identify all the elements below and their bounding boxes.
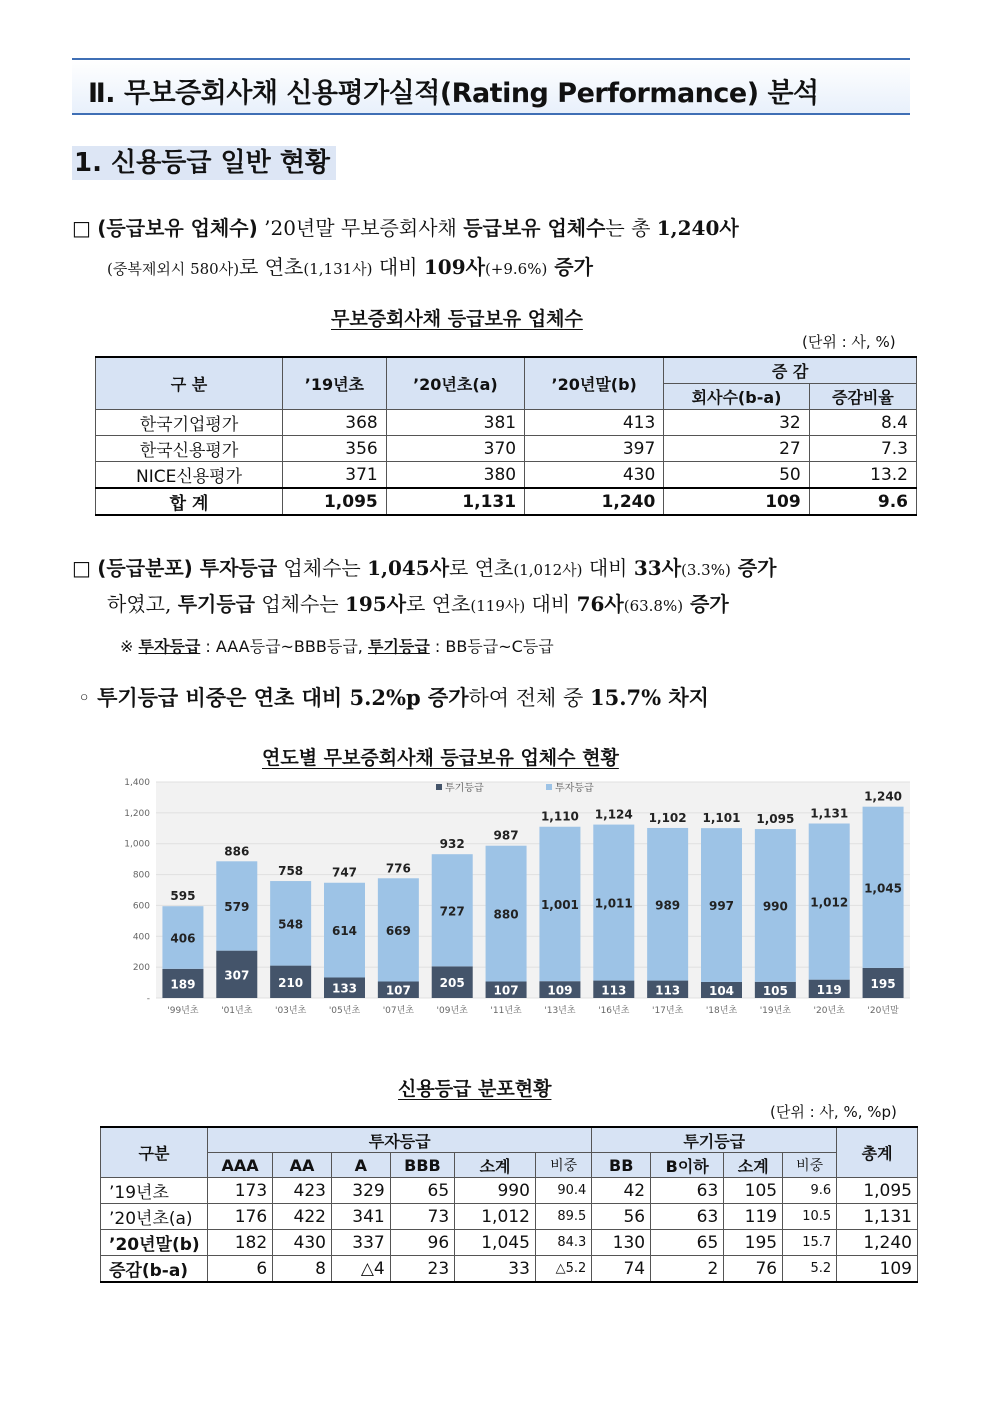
investment-value-label: 1,045	[864, 881, 903, 896]
header-category: 구 분	[96, 357, 283, 410]
speculative-value-label: 107	[493, 983, 519, 998]
table1-unit: (단위 : 사, %)	[802, 333, 896, 351]
x-tick-label: '13년초	[544, 1006, 576, 1016]
section-title: 1. 신용등급 일반 현황	[72, 146, 336, 180]
y-tick-label: -	[146, 994, 150, 1004]
header-20-start: ’20년초(a)	[386, 357, 524, 410]
paragraph-2-line-2: 하였고, 투기등급 업체수는 195사로 연초(119사) 대비 76사(63.8%) 증가	[107, 592, 729, 616]
investment-value-label: 880	[493, 907, 519, 922]
table2-unit: (단위 : 사, %, %p)	[770, 1103, 897, 1121]
y-tick-label: 600	[132, 901, 150, 912]
total-value-label: 1,110	[540, 809, 579, 824]
speculative-value-label: 105	[762, 983, 788, 998]
total-value-label: 776	[385, 861, 411, 876]
x-tick-label: '16년초	[598, 1006, 630, 1016]
speculative-value-label: 133	[331, 981, 358, 996]
chapter-heading-band	[72, 58, 910, 115]
x-tick-label: '01년초	[221, 1006, 253, 1016]
table-row: 한국기업평가 368 381 413 32 8.4	[96, 410, 917, 436]
header-change-count: 회사수(b-a)	[664, 384, 809, 410]
y-tick-label: 1,200	[124, 808, 150, 819]
table-row: 증감(b-a) 6 8 △4 23 33 △5.2 74 2 76 5.2 109	[101, 1256, 918, 1283]
total-value-label: 932	[439, 837, 465, 852]
y-tick-label: 1,000	[124, 839, 150, 850]
speculative-value-label: 104	[708, 983, 735, 998]
x-tick-label: '20년초	[813, 1006, 845, 1016]
speculative-value-label: 107	[385, 983, 411, 998]
x-tick-label: '07년초	[382, 1006, 415, 1016]
total-value-label: 987	[493, 828, 519, 843]
investment-value-label: 406	[170, 931, 196, 946]
table1-title: 무보증회사채 등급보유 업체수	[331, 308, 583, 330]
x-tick-label: '19년초	[759, 1006, 792, 1016]
x-tick-label: '17년초	[651, 1006, 684, 1016]
speculative-value-label: 210	[278, 975, 304, 990]
lead-label: (등급보유 업체수)	[97, 216, 258, 240]
table-row: 한국신용평가 356 370 397 27 7.3	[96, 436, 917, 462]
header-20-end: ’20년말(b)	[525, 357, 664, 410]
speculative-value-label: 195	[870, 976, 896, 991]
table-row: ’20년초(a) 176 422 341 73 1,012 89.5 56 63 119 10.5 1,131	[101, 1204, 918, 1230]
total-value-label: 758	[278, 864, 304, 879]
total-value-label: 1,131	[810, 806, 849, 821]
x-tick-label: '99년초	[167, 1006, 199, 1016]
speculative-value-label: 307	[224, 968, 250, 983]
legend-swatch	[546, 784, 552, 790]
table-total-row: 합 계 1,095 1,131 1,240 109 9.6	[96, 488, 917, 515]
total-value-label: 595	[170, 889, 196, 904]
investment-value-label: 997	[708, 899, 735, 914]
speculative-value-label: 205	[439, 976, 465, 991]
paragraph-1-line-2: (중복제외시 580사)로 연초(1,131사) 대비 109사(+9.6%) 증가	[107, 255, 593, 279]
grade-note: ※ 투자등급 : AAA등급~BBB등급, 투기등급 : BB등급~C등급	[120, 637, 554, 656]
company-count-table	[95, 356, 917, 516]
total-value-label: 747	[331, 865, 358, 880]
x-tick-label: '03년초	[274, 1006, 307, 1016]
investment-value-label: 548	[278, 917, 304, 932]
investment-value-label: 990	[762, 899, 788, 914]
speculative-value-label: 109	[547, 983, 573, 998]
investment-value-label: 579	[224, 899, 250, 914]
paragraph-1-line-1: □ (등급보유 업체수) ’20년말 무보증회사채 등급보유 업체수는 총 1,240사	[72, 216, 739, 240]
header-change: 증 감	[664, 357, 917, 384]
y-tick-label: 800	[132, 870, 150, 881]
chart-title: 연도별 무보증회사채 등급보유 업체수 현황	[262, 747, 619, 769]
grade-distribution-table: 구분 투자등급 투기등급 총계 AAA AA A BBB 소계 비중 BB B이하 소계 비중 ’19년초 173 423 329 65 990 90.4 42 63 105 9.6 1,095 ’20년초(a) 176 422 341 73 1,012 89.5 56 63 119 10.5 1,131 ’20년말(b) 182 430 337 96 1,045 84.3 130 65 195 15.7 1,240 증감(b-a) 6 8 △4 23 33 △5.2 74 2 76 5.2 109	[100, 1126, 918, 1283]
y-tick-label: 400	[132, 932, 150, 943]
speculative-value-label: 189	[170, 977, 196, 992]
header-change-rate: 증감비율	[809, 384, 916, 410]
investment-value-label: 1,012	[810, 895, 849, 910]
checkbox-glyph: □	[72, 216, 91, 240]
total-value-label: 886	[224, 844, 250, 859]
stacked-bar-chart	[110, 770, 920, 1022]
speculative-value-label: 119	[816, 982, 842, 997]
x-tick-label: '11년초	[490, 1006, 522, 1016]
table-row: ’19년초 173 423 329 65 990 90.4 42 63 105 9.6 1,095	[101, 1178, 918, 1204]
speculative-value-label: 113	[601, 983, 627, 998]
investment-value-label: 989	[655, 898, 681, 913]
total-value-label: 1,240	[864, 789, 903, 804]
investment-value-label: 1,011	[594, 896, 633, 911]
y-tick-label: 200	[132, 963, 150, 974]
total-value-label: 1,124	[594, 807, 633, 822]
speculative-value-label: 113	[655, 983, 681, 998]
total-value-label: 1,101	[702, 811, 741, 826]
y-tick-label: 1,400	[124, 778, 150, 788]
x-tick-label: '20년말	[867, 1006, 899, 1016]
investment-value-label: 1,001	[540, 897, 579, 912]
table-row: NICE신용평가 371 380 430 50 13.2	[96, 462, 917, 489]
legend-swatch	[436, 784, 442, 790]
x-tick-label: '09년초	[436, 1006, 468, 1016]
table2-title: 신용등급 분포현황	[398, 1078, 552, 1100]
plot-area	[156, 782, 910, 998]
total-value-label: 1,095	[756, 812, 795, 827]
paragraph-2-line-1: □ (등급분포) 투자등급 업체수는 1,045사로 연초(1,012사) 대비 33사(3.3%) 증가	[72, 556, 777, 580]
chapter-heading: Ⅱ. 무보증회사채 신용평가실적(Rating Performance) 분석	[88, 78, 819, 109]
table-row: ’20년말(b) 182 430 337 96 1,045 84.3 130 65 195 15.7 1,240	[101, 1230, 918, 1256]
x-tick-label: '05년초	[328, 1006, 361, 1016]
legend-label: 투자등급	[555, 783, 594, 794]
investment-value-label: 727	[439, 904, 465, 919]
investment-value-label: 669	[385, 923, 411, 938]
x-tick-label: '18년초	[705, 1006, 738, 1016]
investment-value-label: 614	[331, 924, 358, 939]
bullet-line: ◦ 투기등급 비중은 연초 대비 5.2%p 증가하여 전체 중 15.7% 차지	[78, 685, 709, 710]
header-19-start: ’19년초	[283, 357, 387, 410]
total-value-label: 1,102	[648, 810, 687, 825]
legend-label: 투기등급	[445, 783, 484, 794]
